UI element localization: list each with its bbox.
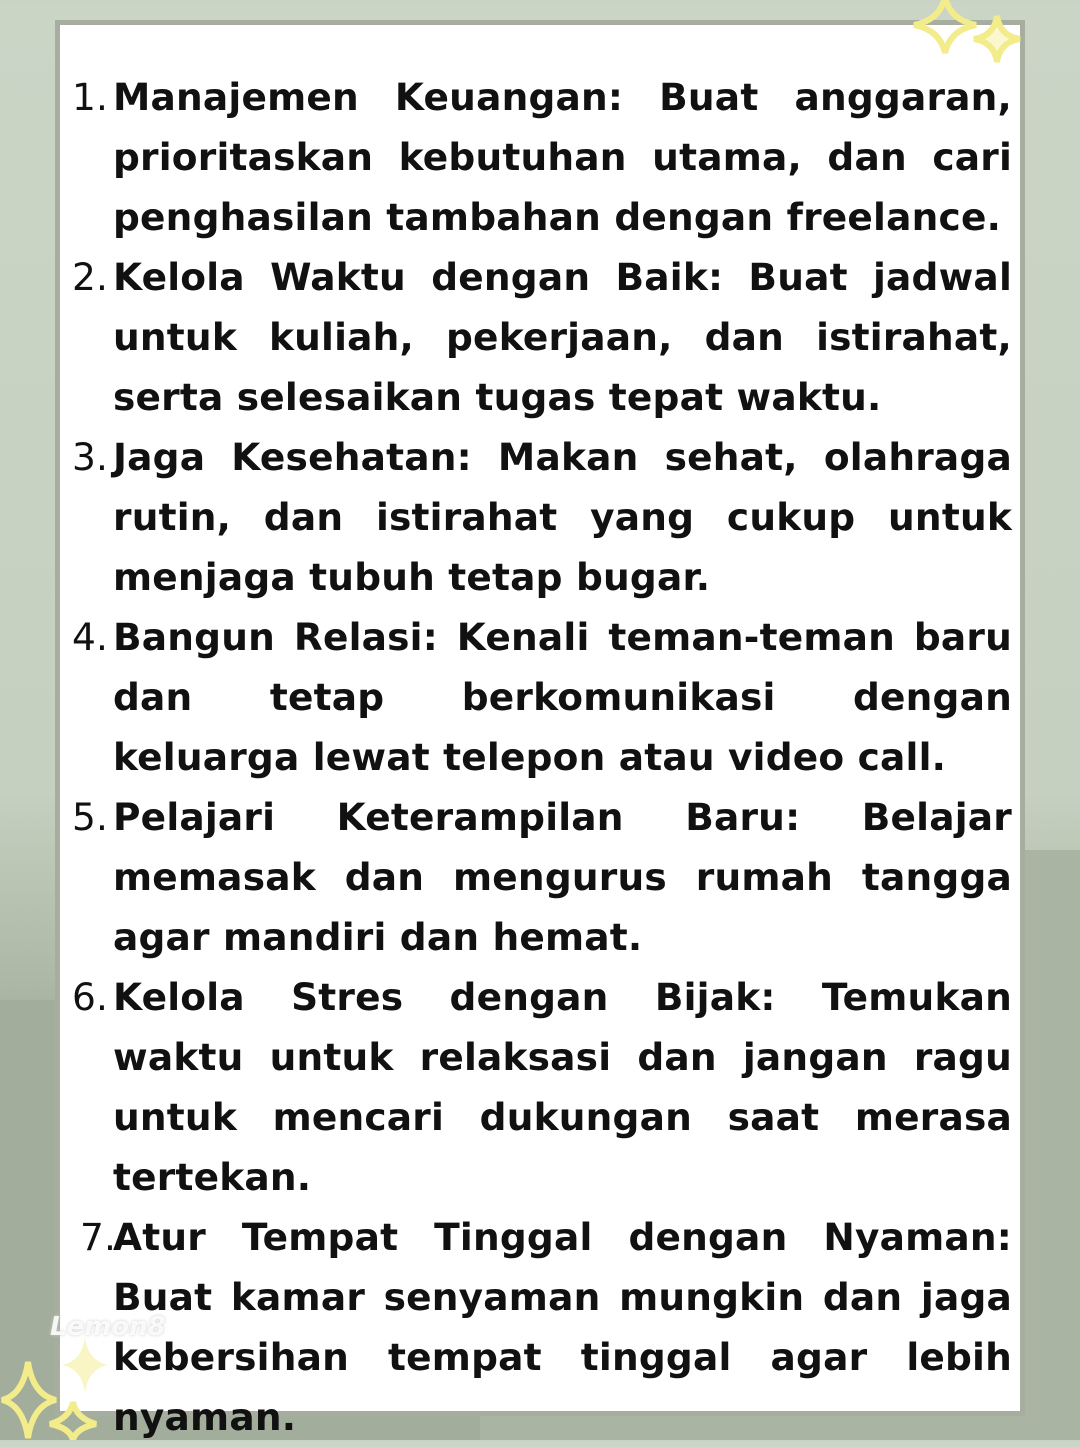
sparkle-icon <box>972 14 1022 64</box>
list-item <box>72 1207 1012 1447</box>
item-number: 6. <box>72 975 109 1019</box>
sparkle-icon <box>48 1400 98 1440</box>
tips-list <box>72 67 1012 1447</box>
item-text: Kelola Stres dengan Bijak: Temukan waktu untuk relaksasi dan jangan ragu untuk mencari dukungan saat merasa tertekan. <box>113 975 1012 1199</box>
item-number: 7. <box>80 1215 117 1259</box>
item-number: 1. <box>72 75 109 119</box>
item-number: 2. <box>72 255 109 299</box>
list-item <box>72 67 1012 247</box>
list-item <box>72 427 1012 607</box>
item-text: Kelola Waktu dengan Baik: Buat jadwal untuk kuliah, pekerjaan, dan istirahat, serta selesaikan tugas tepat waktu. <box>113 255 1012 419</box>
item-number: 5. <box>72 795 109 839</box>
list-item <box>72 607 1012 787</box>
list-item <box>72 787 1012 967</box>
item-text: Jaga Kesehatan: Makan sehat, olahraga rutin, dan istirahat yang cukup untuk menjaga tubuh tetap bugar. <box>113 435 1012 599</box>
item-text: Manajemen Keuangan: Buat anggaran, prioritaskan kebutuhan utama, dan cari penghasilan tambahan dengan freelance. <box>113 75 1012 239</box>
sparkle-icon <box>910 0 980 55</box>
sparkle-icon <box>60 1335 110 1395</box>
list-item <box>72 967 1012 1207</box>
list-item <box>72 247 1012 427</box>
content-card <box>55 20 1025 1439</box>
item-text: Pelajari Keterampilan Baru: Belajar memasak dan mengurus rumah tangga agar mandiri dan hemat. <box>113 795 1012 959</box>
item-number: 3. <box>72 435 109 479</box>
watermark: Lemon8 <box>50 1312 166 1342</box>
item-text: Atur Tempat Tinggal dengan Nyaman: Buat kamar senyaman mungkin dan jaga kebersihan tempat tinggal agar lebih nyaman. <box>113 1215 1012 1439</box>
item-number: 4. <box>72 615 109 659</box>
item-text: Bangun Relasi: Kenali teman-teman baru dan tetap berkomunikasi dengan keluarga lewat telepon atau video call. <box>113 615 1012 779</box>
